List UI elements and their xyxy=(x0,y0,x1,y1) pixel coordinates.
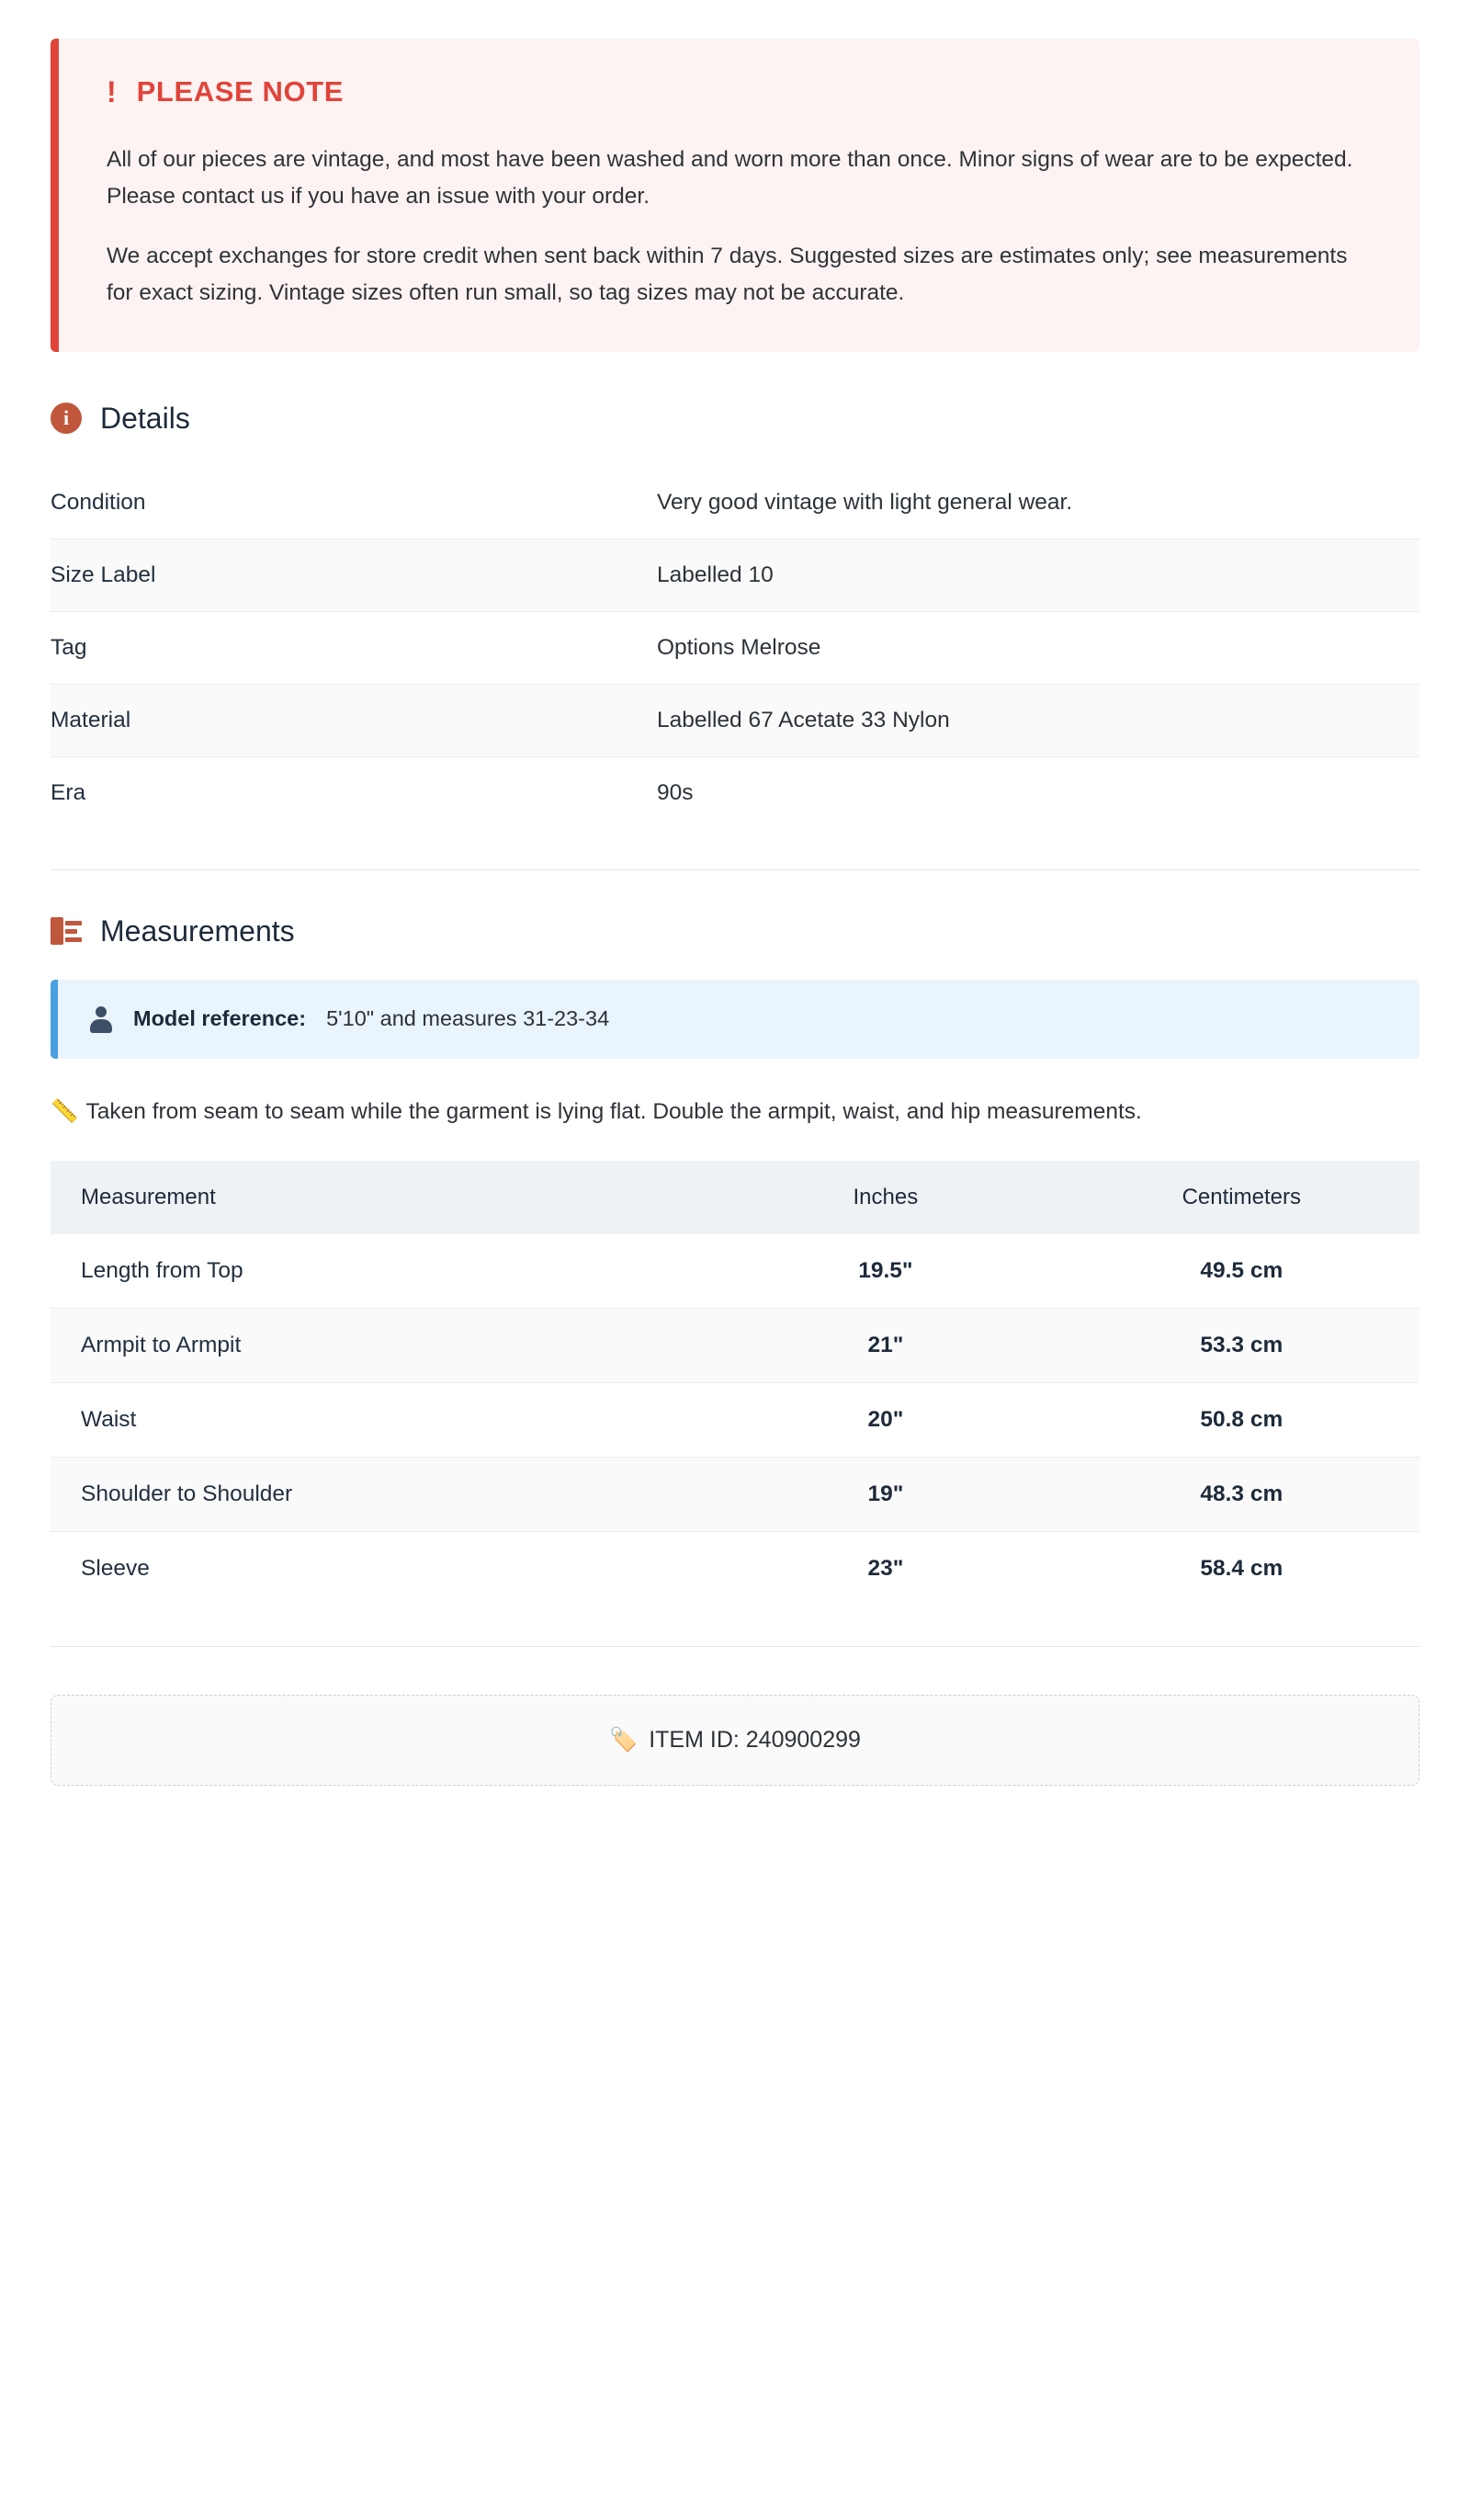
item-id-banner xyxy=(51,1695,1419,1786)
column-header-centimeters: Centimeters xyxy=(1064,1161,1419,1234)
details-table xyxy=(51,467,1419,829)
measurement-note xyxy=(51,1094,1272,1129)
detail-label: Condition xyxy=(51,467,657,539)
table-header-row xyxy=(51,1161,1419,1234)
please-note-callout xyxy=(51,39,1419,352)
measurement-centimeters: 50.8 cm xyxy=(1064,1382,1419,1457)
detail-value: Labelled 67 Acetate 33 Nylon xyxy=(657,684,1419,756)
measurement-centimeters: 49.5 cm xyxy=(1064,1234,1419,1309)
measurement-inches: 19" xyxy=(707,1457,1063,1531)
measurement-centimeters: 58.4 cm xyxy=(1200,1555,1283,1581)
detail-label: Tag xyxy=(51,611,657,684)
model-reference-callout xyxy=(51,980,1419,1059)
table-row xyxy=(51,684,1419,756)
column-header-inches: Inches xyxy=(707,1161,1063,1234)
measurement-inches: 19.5" xyxy=(707,1234,1063,1309)
measurements-section-header xyxy=(51,914,1419,948)
person-icon xyxy=(89,1005,113,1033)
table-row xyxy=(51,611,1419,684)
table-row xyxy=(51,467,1419,539)
measurement-centimeters: 48.3 cm xyxy=(1064,1457,1419,1531)
column-header-measurement: Measurement xyxy=(51,1161,707,1234)
detail-value: Very good vintage with light general wear. xyxy=(657,467,1419,539)
detail-value: Options Melrose xyxy=(657,611,1419,684)
please-note-paragraph: All of our pieces are vintage, and most have been washed and worn more than once. Minor signs of wear are to be expected. Please contact us if you have an issue with your order. xyxy=(107,147,1353,209)
measurement-name: Shoulder to Shoulder xyxy=(51,1457,707,1531)
please-note-header xyxy=(107,75,1372,108)
table-row xyxy=(51,1457,1419,1531)
table-row xyxy=(51,1308,1419,1382)
measurement-note-text: Taken from seam to seam while the garment is lying flat. Double the armpit, waist, and hip measurements. xyxy=(85,1098,1142,1124)
ruler-icon xyxy=(51,917,82,945)
detail-value: 90s xyxy=(657,779,694,805)
exclamation-icon: ! xyxy=(107,75,117,108)
measurement-name: Waist xyxy=(51,1382,707,1457)
measurement-inches: 23" xyxy=(867,1555,904,1581)
detail-label: Material xyxy=(51,684,657,756)
section-divider xyxy=(51,869,1419,870)
measurement-centimeters: 53.3 cm xyxy=(1064,1308,1419,1382)
details-section-header xyxy=(51,402,1419,436)
table-row xyxy=(51,756,1419,829)
please-note-title: PLEASE NOTE xyxy=(136,75,345,108)
measurements-table xyxy=(51,1161,1419,1606)
measurement-name: Length from Top xyxy=(51,1234,707,1309)
please-note-paragraph: We accept exchanges for store credit when sent back within 7 days. Suggested sizes are estimates only; see measurements for exact sizing. Vintage sizes often run small, so tag sizes may not be accurate. xyxy=(107,244,1348,306)
detail-label: Size Label xyxy=(51,539,657,611)
table-row xyxy=(51,1382,1419,1457)
price-tag-icon: 🏷️ xyxy=(609,1726,639,1753)
section-divider xyxy=(51,1646,1419,1647)
measurement-name: Sleeve xyxy=(81,1555,150,1581)
model-reference-label: Model reference: xyxy=(133,1006,307,1031)
detail-label: Era xyxy=(51,779,86,805)
table-row xyxy=(51,1234,1419,1309)
measurements-heading: Measurements xyxy=(100,914,295,948)
measurement-name: Armpit to Armpit xyxy=(51,1308,707,1382)
pencil-icon: 📏 xyxy=(51,1098,79,1124)
details-heading: Details xyxy=(100,401,190,435)
item-id-text: ITEM ID: 240900299 xyxy=(649,1726,861,1753)
detail-value: Labelled 10 xyxy=(657,539,1419,611)
table-row xyxy=(51,1531,1419,1606)
table-row xyxy=(51,539,1419,611)
measurement-inches: 20" xyxy=(707,1382,1063,1457)
model-reference-value: 5'10" and measures 31-23-34 xyxy=(326,1006,610,1031)
info-icon: i xyxy=(51,403,82,434)
measurement-inches: 21" xyxy=(707,1308,1063,1382)
